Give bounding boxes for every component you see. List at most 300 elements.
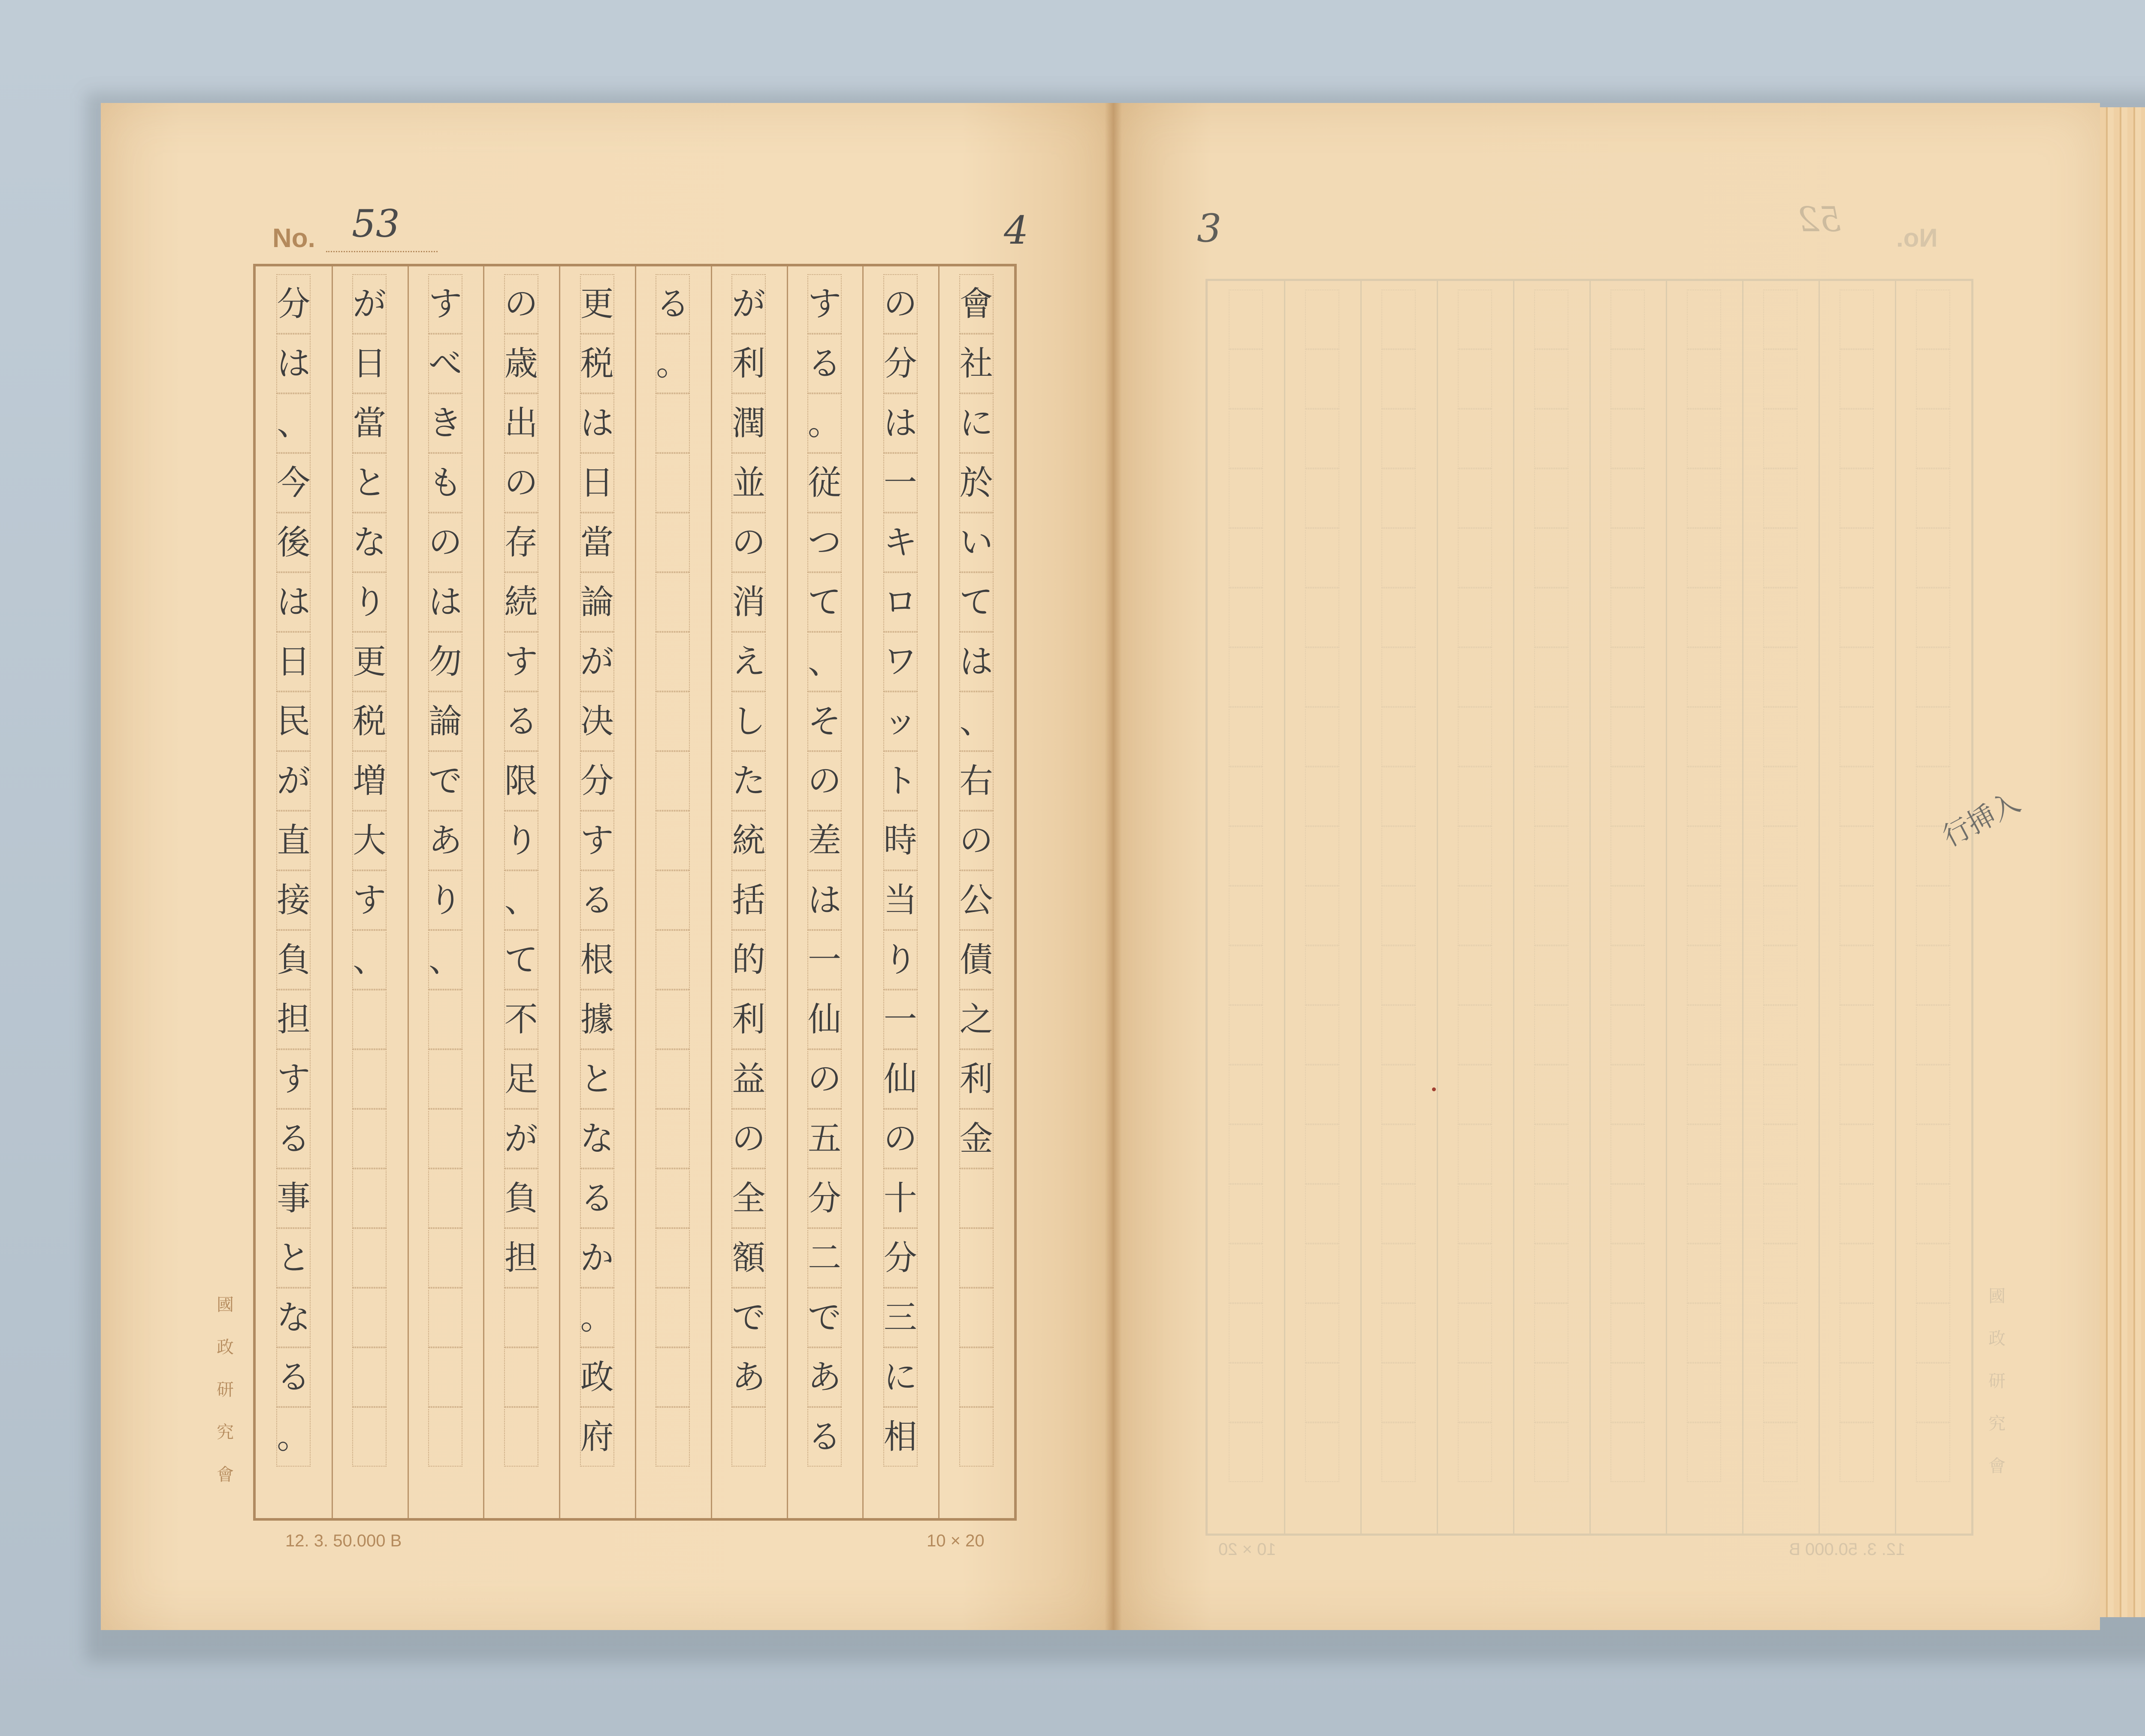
manuscript-column [1298, 290, 1346, 1525]
grid-cell: あ [428, 811, 462, 870]
grid-cell: キ [883, 513, 918, 572]
grid-cell [1458, 1363, 1492, 1422]
grid-cell [656, 751, 690, 811]
grid-cell [352, 1168, 387, 1228]
grid-cell: す [276, 1049, 311, 1109]
grid-cell [1840, 826, 1874, 886]
grid-cell [1687, 1303, 1721, 1363]
grid-cell: 負 [504, 1168, 538, 1228]
grid-cell [1458, 886, 1492, 945]
grid-cell: は [276, 334, 311, 393]
grid-cell [1229, 409, 1263, 468]
grid-cell: と [276, 1228, 311, 1288]
grid-cell: 利 [731, 334, 766, 393]
grid-cell: て [807, 572, 842, 632]
publisher-label [1984, 1283, 2010, 1477]
grid-cell [1458, 1124, 1492, 1184]
grid-cell [1534, 1005, 1568, 1065]
grid-cell [1916, 1005, 1950, 1065]
no-label: No. [272, 223, 315, 253]
grid-cell: の [807, 751, 842, 811]
grid-cell: 直 [276, 811, 311, 870]
grid-cell [1534, 707, 1568, 767]
grid-cell [1381, 826, 1416, 886]
grid-cell: 、 [428, 930, 462, 990]
grid-cell: な [580, 1109, 614, 1168]
grid-cell [1610, 1005, 1645, 1065]
grid-cell [656, 1347, 690, 1407]
grid-cell: る [807, 1407, 842, 1467]
grid-cell [1840, 349, 1874, 409]
grid-cell [1229, 468, 1263, 528]
grid-cell: 並 [731, 453, 766, 513]
grid-cell: す [580, 811, 614, 870]
grid-cell: の [504, 453, 538, 513]
grid-cell: 足 [504, 1049, 538, 1109]
grid-cell: つ [807, 513, 842, 572]
grid-cell: 、 [807, 632, 842, 691]
grid-cell [1610, 1065, 1645, 1124]
grid-cell [1381, 528, 1416, 588]
grid-cell [504, 1407, 538, 1467]
grid-cell [1687, 290, 1721, 349]
grid-cell [1687, 468, 1721, 528]
grid-cell: る [504, 691, 538, 751]
grid-cell: 分 [580, 751, 614, 811]
grid-cell: 一 [883, 990, 918, 1049]
grid-cell [1229, 588, 1263, 647]
publisher-label [212, 1291, 238, 1485]
grid-cell: 歳 [504, 334, 538, 393]
grid-cell [1381, 349, 1416, 409]
grid-cell: が [276, 751, 311, 811]
grid-cell [352, 990, 387, 1049]
grid-cell [1610, 1244, 1645, 1303]
grid-cell [1381, 707, 1416, 767]
grid-cell [1916, 1303, 1950, 1363]
page-stack-edge [2100, 107, 2145, 1617]
grid-cell [1534, 1065, 1568, 1124]
grid-cell [1381, 409, 1416, 468]
grid-cell [1763, 1065, 1798, 1124]
grid-cell [656, 870, 690, 930]
grid-size-label: 10 × 20 [927, 1531, 985, 1550]
publisher-char: 究 [1988, 1414, 2006, 1434]
grid-cell [1840, 886, 1874, 945]
column-divider [787, 266, 788, 1518]
margin-note: 行挿入 [1937, 786, 2025, 854]
grid-cell [1763, 1244, 1798, 1303]
column-divider [1284, 281, 1285, 1534]
grid-cell [959, 1168, 994, 1228]
grid-cell [1458, 767, 1492, 826]
manuscript-column [725, 266, 773, 1518]
grid-cell [1458, 707, 1492, 767]
grid-cell [959, 1347, 994, 1407]
column-divider [938, 266, 940, 1518]
grid-cell [1305, 409, 1339, 468]
manuscript-column [1527, 290, 1575, 1525]
grid-cell [1763, 409, 1798, 468]
grid-cell: る [580, 870, 614, 930]
grid-cell [1840, 1065, 1874, 1124]
grid-cell [959, 1228, 994, 1288]
manuscript-column [1604, 290, 1652, 1525]
grid-cell: 十 [883, 1168, 918, 1228]
grid-cell [1687, 1422, 1721, 1482]
grid-cell [352, 1407, 387, 1467]
grid-cell [1916, 468, 1950, 528]
grid-cell [1381, 588, 1416, 647]
publisher-char: 究 [217, 1422, 234, 1442]
grid-cell: る [656, 274, 690, 334]
grid-cell [1687, 707, 1721, 767]
grid-cell [1381, 1244, 1416, 1303]
grid-cell: 分 [276, 274, 311, 334]
grid-cell: え [731, 632, 766, 691]
grid-cell: 、 [276, 393, 311, 453]
grid-cell: の [959, 811, 994, 870]
grid-cell [1305, 349, 1339, 409]
grid-cell [1229, 1005, 1263, 1065]
grid-cell [656, 572, 690, 632]
grid-cell [1534, 1363, 1568, 1422]
grid-cell: す [428, 274, 462, 334]
grid-cell [1840, 409, 1874, 468]
grid-cell [1840, 767, 1874, 826]
grid-cell: 民 [276, 691, 311, 751]
grid-cell: が [580, 632, 614, 691]
grid-cell [1840, 588, 1874, 647]
grid-cell: り [428, 870, 462, 930]
column-divider [1895, 281, 1896, 1534]
grid-cell: は [883, 393, 918, 453]
grid-cell: か [580, 1228, 614, 1288]
grid-cell: 大 [352, 811, 387, 870]
grid-cell [1381, 468, 1416, 528]
grid-cell [1687, 647, 1721, 707]
grid-cell: 日 [276, 632, 311, 691]
publisher-char: 政 [1988, 1329, 2006, 1349]
grid-cell [1381, 1065, 1416, 1124]
grid-cell: て [959, 572, 994, 632]
grid-cell [1381, 290, 1416, 349]
grid-cell: 担 [276, 990, 311, 1049]
grid-cell: 増 [352, 751, 387, 811]
manuscript-column [497, 266, 545, 1518]
grid-cell [1229, 1363, 1263, 1422]
grid-cell: り [883, 930, 918, 990]
grid-cell: 利 [959, 1049, 994, 1109]
grid-cell [1229, 945, 1263, 1005]
column-divider [1666, 281, 1667, 1534]
book-gutter [1105, 103, 1122, 1630]
grid-cell: の [504, 274, 538, 334]
grid-cell: 括 [731, 870, 766, 930]
grid-cell: た [731, 751, 766, 811]
grid-cell: 於 [959, 453, 994, 513]
grid-cell [1305, 1184, 1339, 1244]
grid-cell [1305, 1363, 1339, 1422]
page-number: 3 [1197, 206, 1222, 251]
grid-cell [1381, 767, 1416, 826]
grid-cell [1840, 1005, 1874, 1065]
grid-cell: 分 [883, 1228, 918, 1288]
grid-cell [1610, 349, 1645, 409]
grid-cell: 。 [807, 393, 842, 453]
grid-cell [1840, 1363, 1874, 1422]
grid-cell [1229, 826, 1263, 886]
grid-cell [1763, 767, 1798, 826]
grid-cell [428, 1288, 462, 1347]
grid-cell: 决 [580, 691, 614, 751]
grid-cell: て [504, 930, 538, 990]
grid-cell: に [959, 393, 994, 453]
grid-cell: 今 [276, 453, 311, 513]
grid-cell [1610, 1184, 1645, 1244]
grid-cell [1229, 349, 1263, 409]
grid-cell: 潤 [731, 393, 766, 453]
grid-cell [1916, 588, 1950, 647]
grid-cell [1458, 290, 1492, 349]
grid-cell: あ [807, 1347, 842, 1407]
column-divider [559, 266, 560, 1518]
grid-cell [1610, 707, 1645, 767]
grid-cell [1305, 1065, 1339, 1124]
grid-cell: る [276, 1109, 311, 1168]
grid-cell [1763, 647, 1798, 707]
publisher-char: 國 [1988, 1286, 2006, 1306]
grid-cell [1763, 1422, 1798, 1482]
grid-cell: 接 [276, 870, 311, 930]
grid-cell [1840, 528, 1874, 588]
grid-cell [656, 513, 690, 572]
grid-cell [656, 1109, 690, 1168]
grid-cell: 益 [731, 1049, 766, 1109]
manuscript-column [573, 266, 621, 1518]
grid-cell: 仙 [807, 990, 842, 1049]
grid-cell: 一 [883, 453, 918, 513]
grid-cell: 差 [807, 811, 842, 870]
grid-cell [1763, 886, 1798, 945]
grid-cell: 事 [276, 1168, 311, 1228]
grid-cell: い [959, 513, 994, 572]
manuscript-column [269, 266, 317, 1518]
grid-cell [1305, 1005, 1339, 1065]
grid-cell: は [580, 393, 614, 453]
grid-cell: 根 [580, 930, 614, 990]
grid-cell [1840, 647, 1874, 707]
grid-cell [1610, 826, 1645, 886]
grid-cell [1458, 528, 1492, 588]
grid-cell [1229, 707, 1263, 767]
grid-cell: 更 [352, 632, 387, 691]
grid-cell [1687, 1363, 1721, 1422]
grid-cell [1305, 647, 1339, 707]
grid-cell [1840, 1184, 1874, 1244]
grid-cell [1763, 290, 1798, 349]
grid-cell [1381, 647, 1416, 707]
grid-cell: 。 [656, 334, 690, 393]
grid-cell [1534, 528, 1568, 588]
publisher-char: 國 [217, 1295, 234, 1315]
grid-cell [1305, 707, 1339, 767]
manuscript-column [345, 266, 393, 1518]
grid-cell: で [807, 1288, 842, 1347]
grid-cell [1458, 1184, 1492, 1244]
grid-cell [1381, 1124, 1416, 1184]
grid-cell: は [276, 572, 311, 632]
grid-cell [1916, 707, 1950, 767]
grid-cell [1840, 1244, 1874, 1303]
grid-cell: 論 [580, 572, 614, 632]
grid-cell: の [428, 513, 462, 572]
grid-cell: 従 [807, 453, 842, 513]
grid-cell: 。 [276, 1407, 311, 1467]
column-divider [1437, 281, 1438, 1534]
grid-cell [1840, 290, 1874, 349]
grid-cell [1458, 945, 1492, 1005]
grid-cell: に [883, 1347, 918, 1407]
grid-cell: の [883, 274, 918, 334]
grid-cell [1840, 1124, 1874, 1184]
grid-cell: す [352, 870, 387, 930]
grid-cell [656, 632, 690, 691]
grid-cell: 消 [731, 572, 766, 632]
grid-cell: 之 [959, 990, 994, 1049]
manuscript-column [1833, 290, 1881, 1525]
grid-cell: る [276, 1347, 311, 1407]
grid-cell: の [883, 1109, 918, 1168]
grid-cell [1305, 1303, 1339, 1363]
grid-cell [1229, 1422, 1263, 1482]
grid-cell [1687, 1244, 1721, 1303]
grid-cell [1610, 468, 1645, 528]
grid-cell [1305, 886, 1339, 945]
grid-cell [428, 1109, 462, 1168]
column-divider [483, 266, 484, 1518]
grid-cell [1381, 1422, 1416, 1482]
grid-cell: が [731, 274, 766, 334]
grid-cell: 分 [883, 334, 918, 393]
grid-cell [1610, 1422, 1645, 1482]
grid-cell [1610, 647, 1645, 707]
grid-cell [1610, 1124, 1645, 1184]
grid-cell: 政 [580, 1347, 614, 1407]
grid-cell [1916, 528, 1950, 588]
column-divider [1742, 281, 1743, 1534]
no-label: No. [1896, 223, 1938, 252]
grid-cell [1381, 1363, 1416, 1422]
no-underline [326, 251, 438, 252]
grid-cell [1763, 528, 1798, 588]
grid-cell: 続 [504, 572, 538, 632]
grid-cell: 当 [883, 870, 918, 930]
grid-cell [1687, 409, 1721, 468]
grid-cell: が [504, 1109, 538, 1168]
grid-cell: は [807, 870, 842, 930]
grid-cell [1229, 1124, 1263, 1184]
grid-cell: し [731, 691, 766, 751]
publisher-char: 研 [217, 1380, 234, 1400]
grid-cell: 公 [959, 870, 994, 930]
grid-cell [1840, 1422, 1874, 1482]
grid-cell [1916, 1244, 1950, 1303]
grid-cell [1840, 468, 1874, 528]
grid-cell: 時 [883, 811, 918, 870]
grid-cell: の [731, 513, 766, 572]
grid-cell [1916, 1124, 1950, 1184]
manuscript-column [801, 266, 849, 1518]
grid-cell [1610, 945, 1645, 1005]
grid-cell [1305, 1244, 1339, 1303]
grid-cell [1916, 945, 1950, 1005]
grid-cell [1534, 886, 1568, 945]
grid-cell [1763, 1005, 1798, 1065]
grid-cell: な [352, 513, 387, 572]
grid-cell: そ [807, 691, 842, 751]
grid-cell [1381, 1303, 1416, 1363]
grid-cell: 税 [580, 334, 614, 393]
grid-cell [1534, 767, 1568, 826]
grid-cell [1534, 588, 1568, 647]
manuscript-grid [253, 264, 1017, 1521]
grid-cell: 利 [731, 990, 766, 1049]
grid-cell [656, 1049, 690, 1109]
grid-cell [1916, 1184, 1950, 1244]
grid-cell [1229, 290, 1263, 349]
grid-cell [1458, 826, 1492, 886]
grid-cell [1610, 1363, 1645, 1422]
grid-cell: 分 [807, 1168, 842, 1228]
grid-cell [1687, 945, 1721, 1005]
grid-cell [1916, 1422, 1950, 1482]
grid-cell: る [580, 1168, 614, 1228]
print-info: 12. 3. 50.000 B [1789, 1540, 1906, 1559]
column-divider [711, 266, 712, 1518]
grid-cell: 負 [276, 930, 311, 990]
grid-cell [352, 1228, 387, 1288]
grid-cell [1534, 647, 1568, 707]
grid-cell [1763, 588, 1798, 647]
grid-cell [1610, 528, 1645, 588]
grid-cell [1610, 1303, 1645, 1363]
column-divider [1589, 281, 1591, 1534]
grid-cell [352, 1049, 387, 1109]
grid-cell: べ [428, 334, 462, 393]
grid-cell: 仙 [883, 1049, 918, 1109]
column-divider [332, 266, 333, 1518]
grid-cell [428, 1407, 462, 1467]
grid-cell [1381, 886, 1416, 945]
grid-cell [1458, 409, 1492, 468]
grid-cell [656, 1168, 690, 1228]
grid-cell: 社 [959, 334, 994, 393]
grid-cell [1840, 707, 1874, 767]
grid-cell [1840, 945, 1874, 1005]
grid-cell: の [731, 1109, 766, 1168]
grid-cell [1305, 528, 1339, 588]
column-divider [1360, 281, 1362, 1534]
grid-cell [1305, 945, 1339, 1005]
grid-cell [1534, 290, 1568, 349]
grid-cell [1229, 647, 1263, 707]
grid-cell: 存 [504, 513, 538, 572]
grid-cell [1916, 349, 1950, 409]
grid-cell: 據 [580, 990, 614, 1049]
grid-cell: 更 [580, 274, 614, 334]
manuscript-column [952, 266, 1000, 1518]
